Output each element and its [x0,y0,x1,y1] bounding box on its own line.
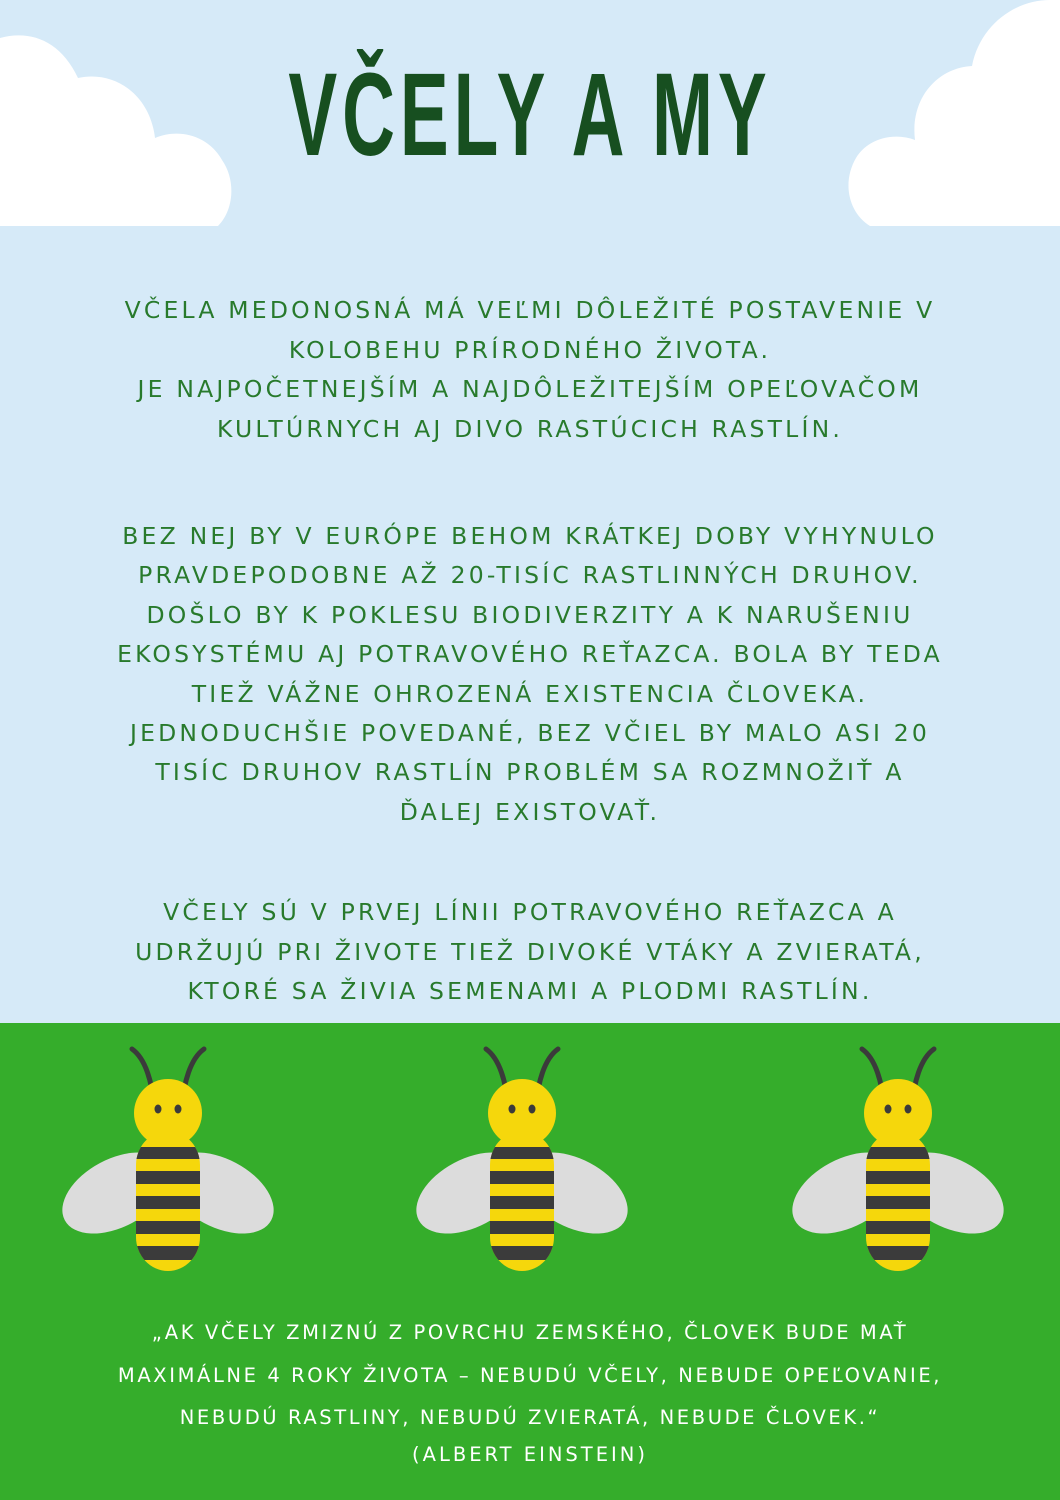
text-line: JE NAJPOČETNEJŠÍM A NAJDÔLEŽITEJŠÍM OPEĽOVAČOM [137,375,923,403]
text-line: TISÍC DRUHOV RASTLÍN PROBLÉM SA ROZMNOŽIŤ A [155,758,905,787]
text-line: KULTÚRNYCH AJ DIVO RASTÚCICH RASTLÍN. [216,414,844,443]
text-line: TIEŽ VÁŽNE OHROZENÁ EXISTENCIA ČLOVEKA. [191,679,869,708]
quote-line: NEBUDÚ RASTLINY, NEBUDÚ ZVIERATÁ, NEBUDE ČLOVEK.“ [179,1406,881,1429]
text-line: KOLOBEHU PRÍRODNÉHO ŽIVOTA. [288,335,772,364]
einstein-quote [0,1312,1060,1470]
quote-line: „AK VČELY ZMIZNÚ Z POVRCHU ZEMSKÉHO, ČLOVEK BUDE MAŤ [151,1321,909,1344]
text-line: VČELY SÚ V PRVEJ LÍNII POTRAVOVÉHO REŤAZCA A [163,898,897,926]
text-line: VČELA MEDONOSNÁ MÁ VEĽMI DÔLEŽITÉ POSTAVENIE V [124,296,936,324]
text-line: UDRŽUJÚ PRI ŽIVOTE TIEŽ DIVOKÉ VTÁKY A ZVIERATÁ, [135,937,925,966]
paragraph-food-chain [0,893,1060,1012]
quote-author: (ALBERT EINSTEIN) [412,1442,648,1466]
text-line: JEDNODUCHŠIE POVEDANÉ, BEZ VČIEL BY MALO ASI 20 [129,719,931,748]
bee-icon [788,1043,1008,1283]
bee-icon [58,1043,278,1283]
bee-icon [412,1043,632,1283]
quote-line: MAXIMÁLNE 4 ROKY ŽIVOTA – NEBUDÚ VČELY, NEBUDE OPEĽOVANIE, [117,1363,943,1387]
text-line: KTORÉ SA ŽIVIA SEMENAMI A PLODMI RASTLÍN. [187,977,873,1005]
text-line: PRAVDEPODOBNE AŽ 20-TISÍC RASTLINNÝCH DRUHOV. [138,561,922,590]
page-title: VČELY A MY [288,49,772,181]
paragraph-europe [0,517,1060,832]
text-line: DOŠLO BY K POKLESU BIODIVERZITY A K NARUŠENIU [146,600,914,629]
text-line: EKOSYSTÉMU AJ POTRAVOVÉHO REŤAZCA. BOLA BY TEDA [117,640,943,669]
cloud-right-icon [840,0,1060,230]
text-line: BEZ NEJ BY V EURÓPE BEHOM KRÁTKEJ DOBY VYHYNULO [122,522,938,550]
text-line: ĎALEJ EXISTOVAŤ. [399,797,661,826]
paragraph-intro [0,291,1060,449]
